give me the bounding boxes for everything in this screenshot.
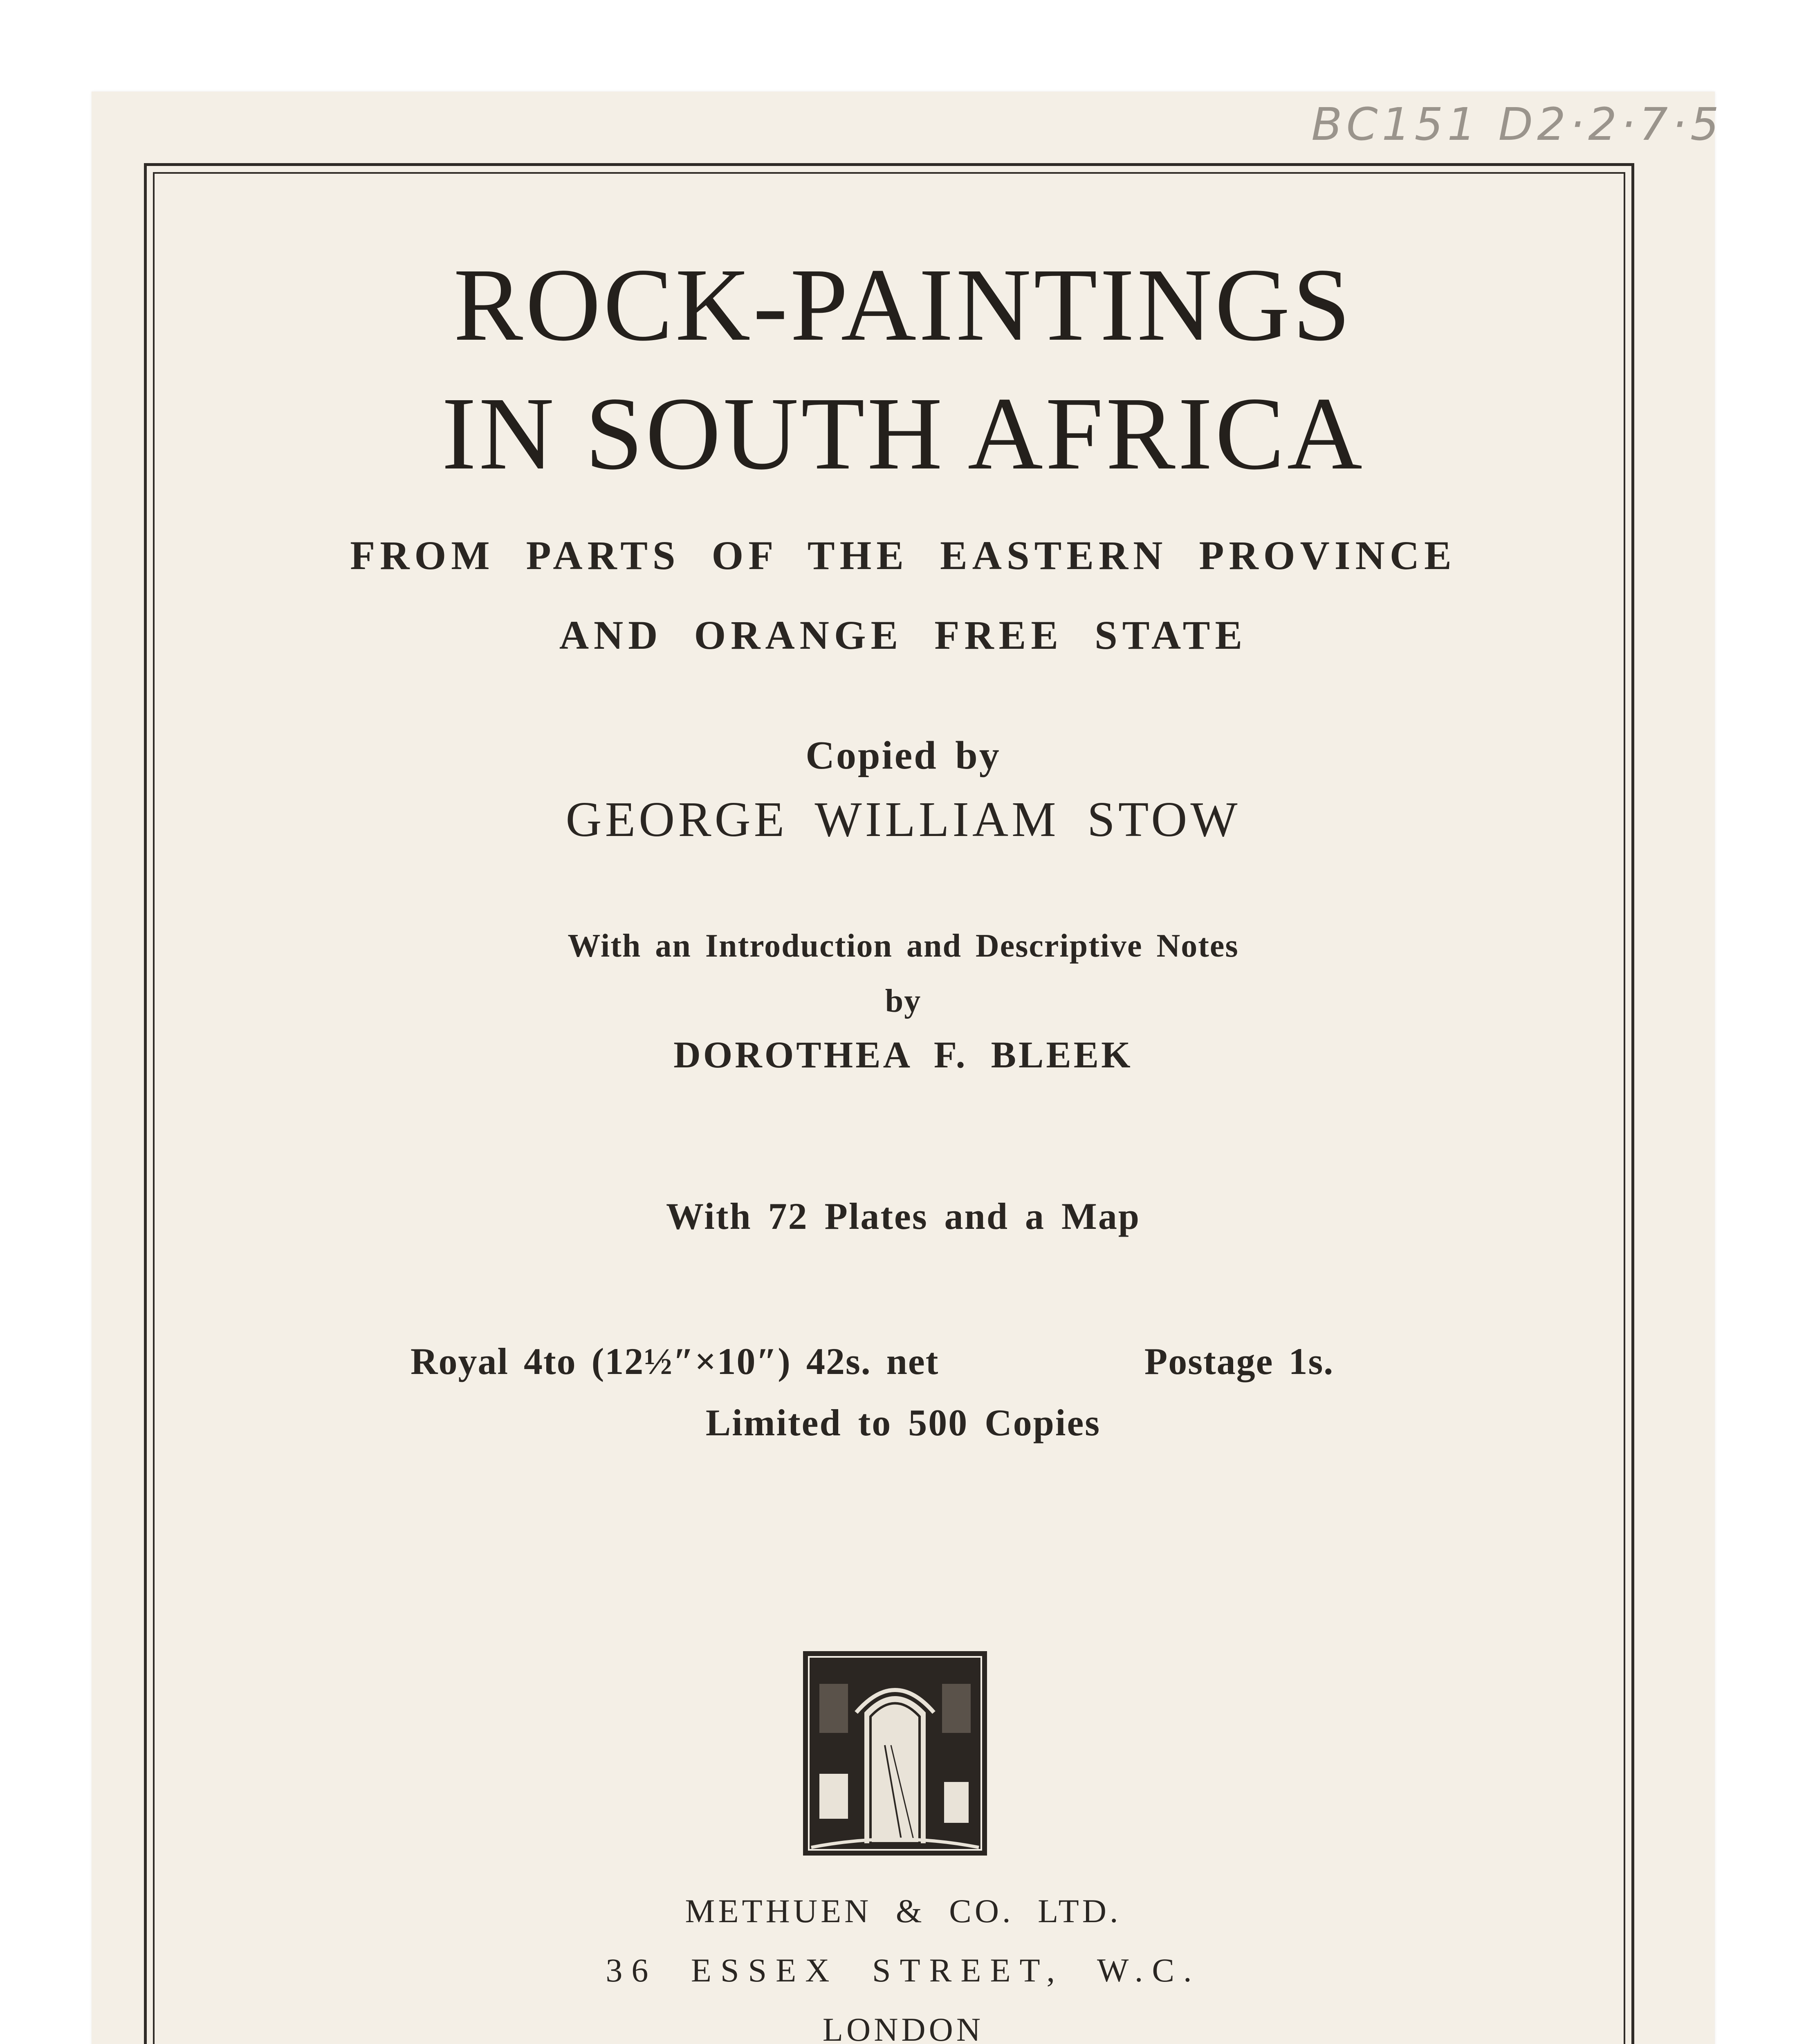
plates-note: With 72 Plates and a Map [666,1195,1141,1237]
publisher-doorway-emblem [803,1651,987,1856]
publisher-name: METHUEN & CO. LTD. [685,1892,1122,1930]
emblem-left-lower-window [819,1774,848,1819]
emblem-right-window [942,1684,971,1733]
pencil-catalogue-note: BC151 D2·2·7·5 [1311,98,1723,150]
emblem-right-lower-window [944,1782,969,1823]
emblem-doorway [864,1696,926,1843]
title-line-2: IN SOUTH AFRICA [442,376,1365,491]
emblem-left-window [819,1684,848,1733]
by-label: by [885,983,922,1019]
copier-name: GEORGE WILLIAM STOW [565,792,1241,847]
format-price: Royal 4to (12½″×10″) 42s. net [411,1340,939,1382]
introducer-name: DOROTHEA F. BLEEK [673,1034,1133,1076]
publisher-city: LONDON [822,2011,984,2044]
publisher-street: 36 ESSEX STREET, W.C. [606,1952,1201,1989]
postage: Postage 1s. [1144,1340,1334,1382]
title-page [92,92,1723,2044]
limitation-note: Limited to 500 Copies [705,1402,1101,1443]
price-row [92,1342,1715,1392]
copied-by-label: Copied by [805,733,1001,778]
subtitle-line-1: FROM PARTS OF THE EASTERN PROVINCE [350,533,1456,578]
subtitle-line-2: AND ORANGE FREE STATE [559,612,1247,658]
introduction-label: With an Introduction and Descriptive Notes [568,928,1239,964]
title-line-1: ROCK-PAINTINGS [453,247,1353,363]
